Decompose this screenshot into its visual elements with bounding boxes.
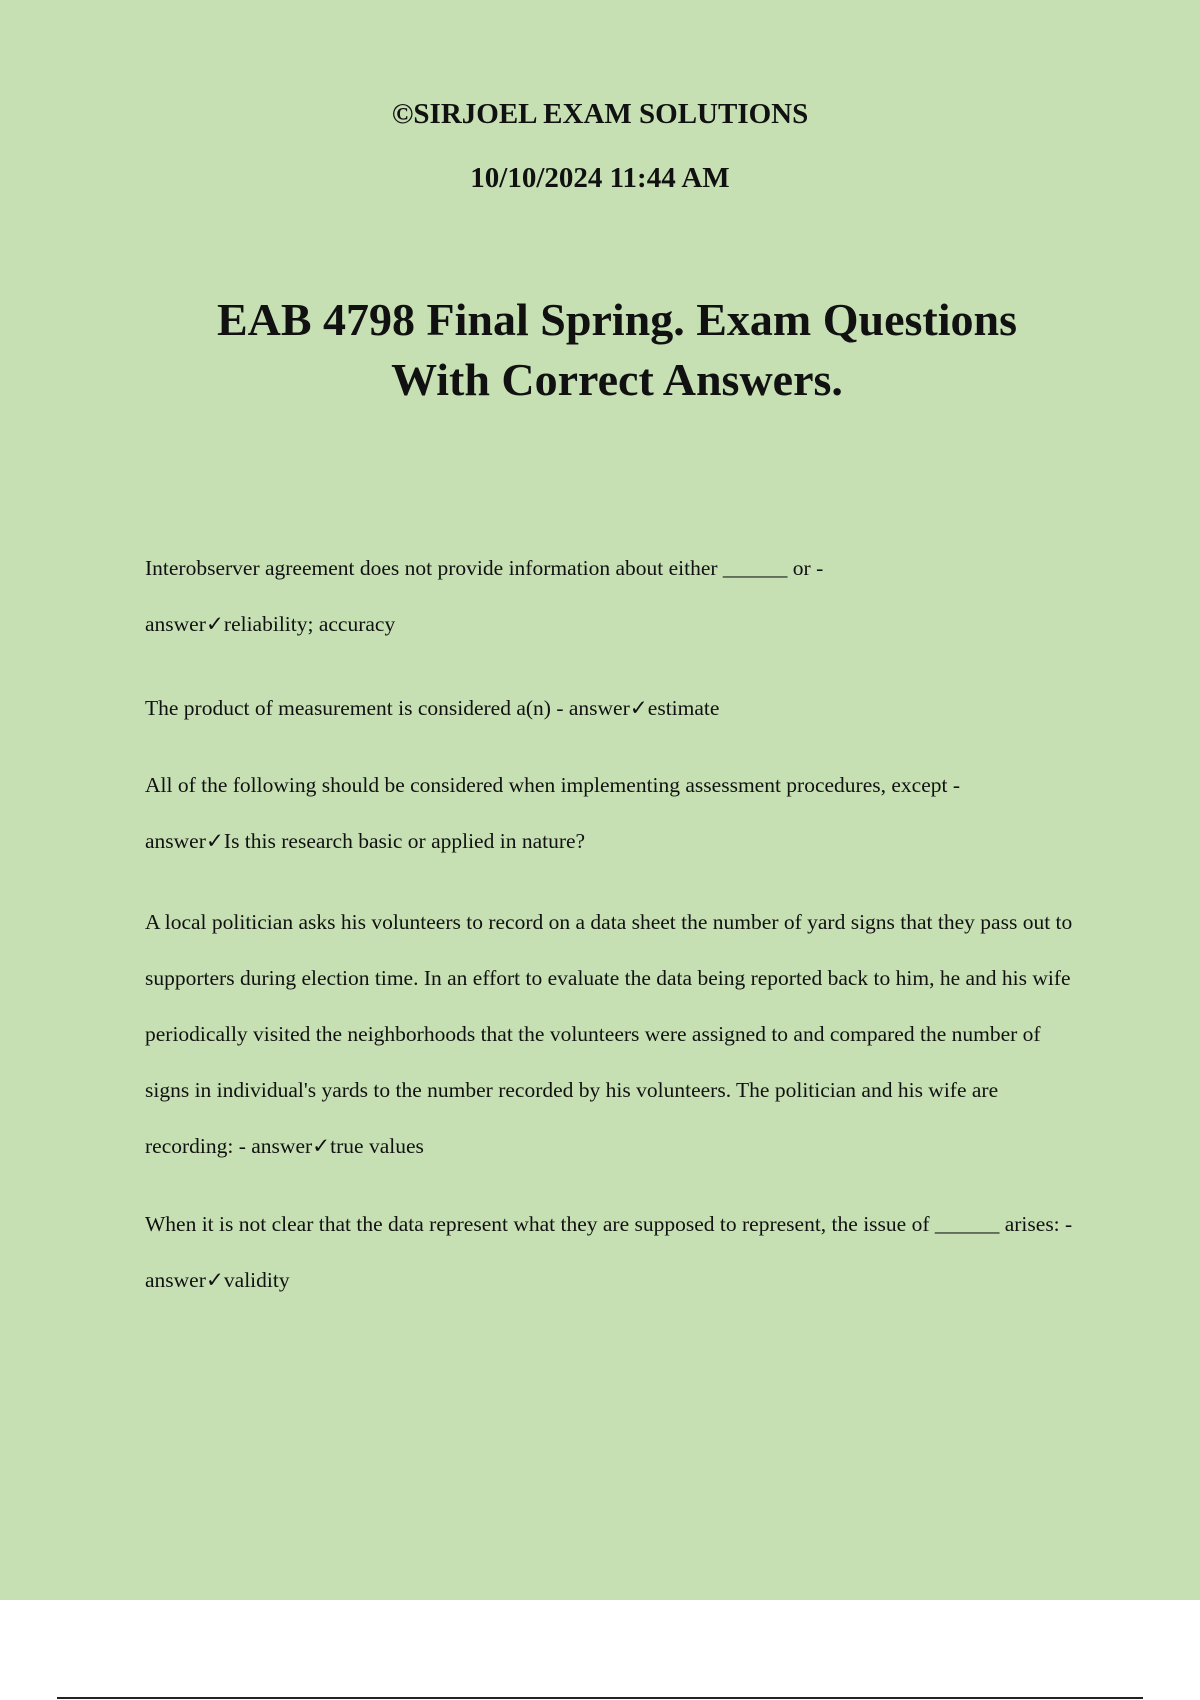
brand-header: ©SIRJOEL EXAM SOLUTIONS — [391, 98, 809, 130]
answer-text: validity — [223, 1268, 290, 1292]
answer-text: reliability; accuracy — [223, 612, 396, 636]
answer-text: true values — [330, 1134, 424, 1158]
qa-item-5 — [145, 1196, 1085, 1308]
document-title — [0, 290, 1200, 410]
answer-marker: answer✓ — [145, 612, 224, 636]
document-title-line-2: With Correct Answers. — [391, 354, 843, 405]
question-text: A local politician asks his volunteers to record on a data sheet the number of yard signs that they pass out to supporters during election time. In an effort to evaluate the data being reported back to him, he and his wife periodically visited the neighborhoods that the volunteers were assigned to and compared the number of signs in individual's yards to the number recorded by his volunteers. The politician and his wife are recording: - — [145, 910, 1073, 1158]
answer-text: Is this research basic or applied in nature? — [223, 829, 586, 853]
qa-item-4 — [145, 894, 1085, 1174]
answer-marker: answer✓ — [145, 829, 224, 853]
answer-marker: answer✓ — [251, 1134, 331, 1158]
document-title-line-1: EAB 4798 Final Spring. Exam Questions — [216, 294, 1018, 345]
question-text: When it is not clear that the data represent what they are supposed to represent, the issue of ______ arises: - — [145, 1212, 1073, 1236]
document-datetime: 10/10/2024 11:44 AM — [470, 162, 730, 194]
question-text: Interobserver agreement does not provide information about either ______ or - — [145, 556, 824, 580]
answer-marker: answer✓ — [145, 1268, 224, 1292]
answer-marker: answer✓ — [568, 696, 648, 720]
qa-item-3 — [145, 757, 1085, 869]
qa-item-1 — [145, 540, 1085, 652]
qa-item-2 — [145, 680, 1085, 736]
footer-divider — [57, 1697, 1143, 1699]
question-text: All of the following should be considered when implementing assessment procedures, except - — [145, 773, 961, 797]
question-text: The product of measurement is considered a(n) - — [145, 696, 569, 720]
answer-text: estimate — [647, 696, 720, 720]
